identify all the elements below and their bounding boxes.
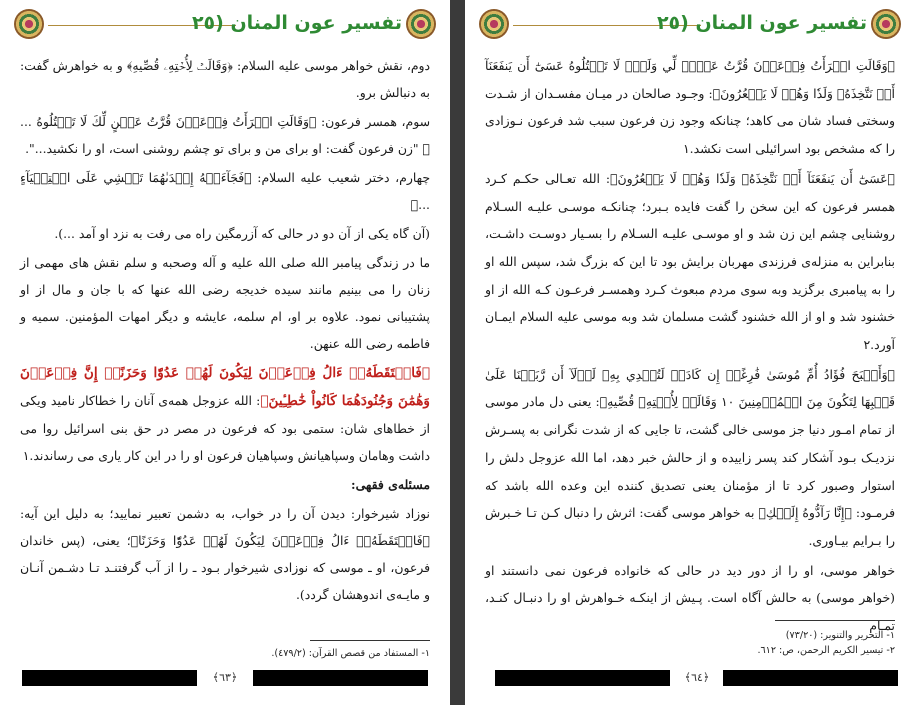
book-title: تفسير عون المنان (٢٥ — [656, 12, 867, 34]
ornament-medallion-icon — [479, 9, 509, 39]
footnotes — [485, 628, 895, 658]
paragraph: (آن گاه یکی از آن دو در حالی که آزرمگین راه می رفت به نزد او آمد ...). — [54, 226, 430, 241]
ornament-medallion-icon — [871, 9, 901, 39]
footnote: ١- المستفاد من قصص القرآن: (٤٧٩/٢). — [271, 648, 430, 659]
paragraph: ﴿وَقَالَتِ امۡرَأَتُ فِرۡعَوۡنَ قُرَّتُ عَيۡنٖ لِّي وَلَكَۖ لَا تَقۡتُلُوهُ عَسَىٰٓ أَن يَنفَعَنَآ أَوۡ نَتَّخِذَهُۥ وَلَدٗا وَهُمۡ لَا يَشۡعُرُونَ﴾: وجـود صالحان در میـان مفسـدان از شـدت وسختی فساد شان می کاهد؛ چنانکه وجود زن فرعون سبب شد فرعون نـوزادی را که مشخص بود اسرائیلی است نکشد.١ — [485, 58, 895, 157]
footnote-rule — [775, 620, 895, 621]
paragraph: سوم، همسر فرعون: ﴿وَقَالَتِ امۡرَأَتُ فِرۡعَوۡنَ قُرَّتُ عَيۡنٍ لِّكَ لَا تَقۡتُلُوهُ ... ﴾ "زن فرعون گفت: او برای من و برای تو چشم روشنی است، او را نکشید...". — [20, 114, 430, 156]
right-page — [465, 0, 915, 705]
page-body — [485, 52, 895, 642]
footer-bar — [495, 670, 670, 686]
page-footer — [465, 670, 915, 686]
footer-bar — [723, 670, 898, 686]
page-number: ﴿٦٤﴾ — [684, 671, 710, 684]
page-body — [20, 52, 430, 610]
paragraph: ما در زندگی پیامبر الله صلی الله علیه و آله وصحبه و سلم نقش های مهمی از زنان را می بینیم مانند سیده خدیجه رضی الله عنها که با جان و مال از او پشتیبانی نمود. علاوه بر او، ام سلمه، عایشه و دیگر امهات المؤمنین. سمیه و فاطمه رضی الله عنهن. — [20, 255, 430, 351]
paragraph: چهارم، دختر شعیب علیه السلام: ﴿فَجَآءَتۡهُ إِحۡدَىٰهُمَا تَمۡشِي عَلَى اسۡتِحۡيَآءٍ ...﴾ — [20, 170, 430, 212]
red-verse: ﴿فَالۡتَقَطَهُۥٓ ءَالُ فِرۡعَوۡنَ لِيَكُونَ لَهُمۡ عَدُوّٗا وَحَزَنًاۗ إِنَّ فِرۡعَوۡنَ وَهَٰمَٰنَ وَجُنُودَهُمَا كَانُواْ خَٰطِـِٔينَ﴾ — [20, 365, 430, 409]
paragraph: نوزاد شیرخوار: دیدن آن را در خواب، به دشمن تعبیر نمایید؛ به دلیل این آیه: ﴿فَالۡتَقَطَهُۥٓ ءَالُ فِرۡعَوۡنَ لِيَكُونَ لَهُمۡ عَدُوّٗا وَحَزَنًا﴾؛ یعنی، (پس خاندان فرعون، او ـ موسی که نوزادی شیرخوار بـود ـ را از آب گرفتنـد تـا دشـمن آنـان و مایـه‌ی اندوهشان گردد). — [20, 506, 430, 602]
page-header — [479, 8, 901, 44]
page-footer — [0, 670, 450, 686]
footnote-rule — [310, 640, 430, 641]
book-title: تفسير عون المنان (٢٥ — [191, 12, 402, 34]
section-subheading: مسئله‌ی فقهی: — [351, 477, 430, 492]
ornament-medallion-icon — [406, 9, 436, 39]
paragraph: ﴿عَسَىٰٓ أَن يَنفَعَنَآ أَوۡ نَتَّخِذَهُۥ وَلَدٗا وَهُمۡ لَا يَشۡعُرُونَ﴾: الله تعـالی حکـم کـرد همسر فرعون که این سخن را گفت فایده بـبرد؛ چنانکـه موسـی علیـه السـلام روشنایی چشم این زن شد و او موسـی علیـه السـلام را بسـیار دوسـت داشـت، بنابراین به منزله‌ی فرزندی مهربان برایش بود تا این که بزرگ شد، سپس الله او را به پیامبری برگزید وبه سوی مردم مبعوث کـرد وهمسـر فرعـون کـه الله از او خشنود شد و او از الله خشنود گشت مسلمان شد وبه موسی علیه السلام ایمـان آورد.٢ — [485, 170, 895, 353]
left-page — [0, 0, 450, 705]
ornament-medallion-icon — [14, 9, 44, 39]
page-number: ﴿٦٣﴾ — [212, 671, 238, 684]
footnote: ١- التحرير والتنوير: (٧٣/٢٠) — [785, 630, 895, 641]
verse-commentary: : الله عزوجل همه‌ی آنان را خطاکار نامید ویکی از خطاهای شان: ستمی بود که فرعون در مصر در حق بنی اسرائیل روا می داشت وهامان وسپاهیانش وسپاهیان فرعون او را در این کار یاری می رساندند.١ — [20, 393, 430, 463]
page-header — [14, 8, 436, 44]
page-gutter — [450, 0, 465, 705]
paragraph: ﴿وَأَصۡبَحَ فُؤَادُ أُمِّ مُوسَىٰ فَٰرِغًاۖ إِن كَادَتۡ لَتُبۡدِي بِهِۦ لَوۡلَآ أَن رَّبَطۡنَا عَلَىٰ قَلۡبِهَا لِتَكُونَ مِنَ الۡمُؤۡمِنِينَ ١٠ وَقَالَتۡ لِأُخۡتِهِۦ قُصِّيهِ﴾: یعنی دل مادر موسی از تمام امـور دنیا جز موسی خالی گشت، تا جایی که از شدت نگرانی به پسـرش نزدیـک بـود آشکار کند پسر زاییده و از حالش خبر دهد، اما الله عزوجل دلش را استوار وصبور کرد تا از مؤمنان یعنی تصدیق کننده این وعده الله باشد که فرمـود: ﴿إِنَّا رَآدُّوهُ إِلَيۡكِ﴾ به خواهر موسی گفت: اثرش را دنبال کـن تـا خـبرش را بـرایم بیـاوری. — [485, 366, 895, 548]
quran-verse-highlight — [20, 359, 430, 469]
footnotes — [20, 646, 430, 661]
footnote: ٢- تيسير الكريم الرحمن، ص: ٦١٢. — [757, 645, 895, 656]
footer-bar — [22, 670, 197, 686]
paragraph: دوم، نقش خواهر موسی علیه السلام: ﴿وَقَالَتۡ لِأُخۡتِهِۦ قُصِّيهِ﴾ و به خواهرش گفت: به دنبالش برو. — [20, 58, 430, 100]
footer-bar — [253, 670, 428, 686]
paragraph: خواهر موسی، او را از دور دید در حالی که خانواده فرعون نمی دانستند او (خواهر موسی) به حالش آگاه است. پـیش از اینکـه خـواهرش او را دنبـال کنـد، تمـام — [485, 562, 895, 634]
